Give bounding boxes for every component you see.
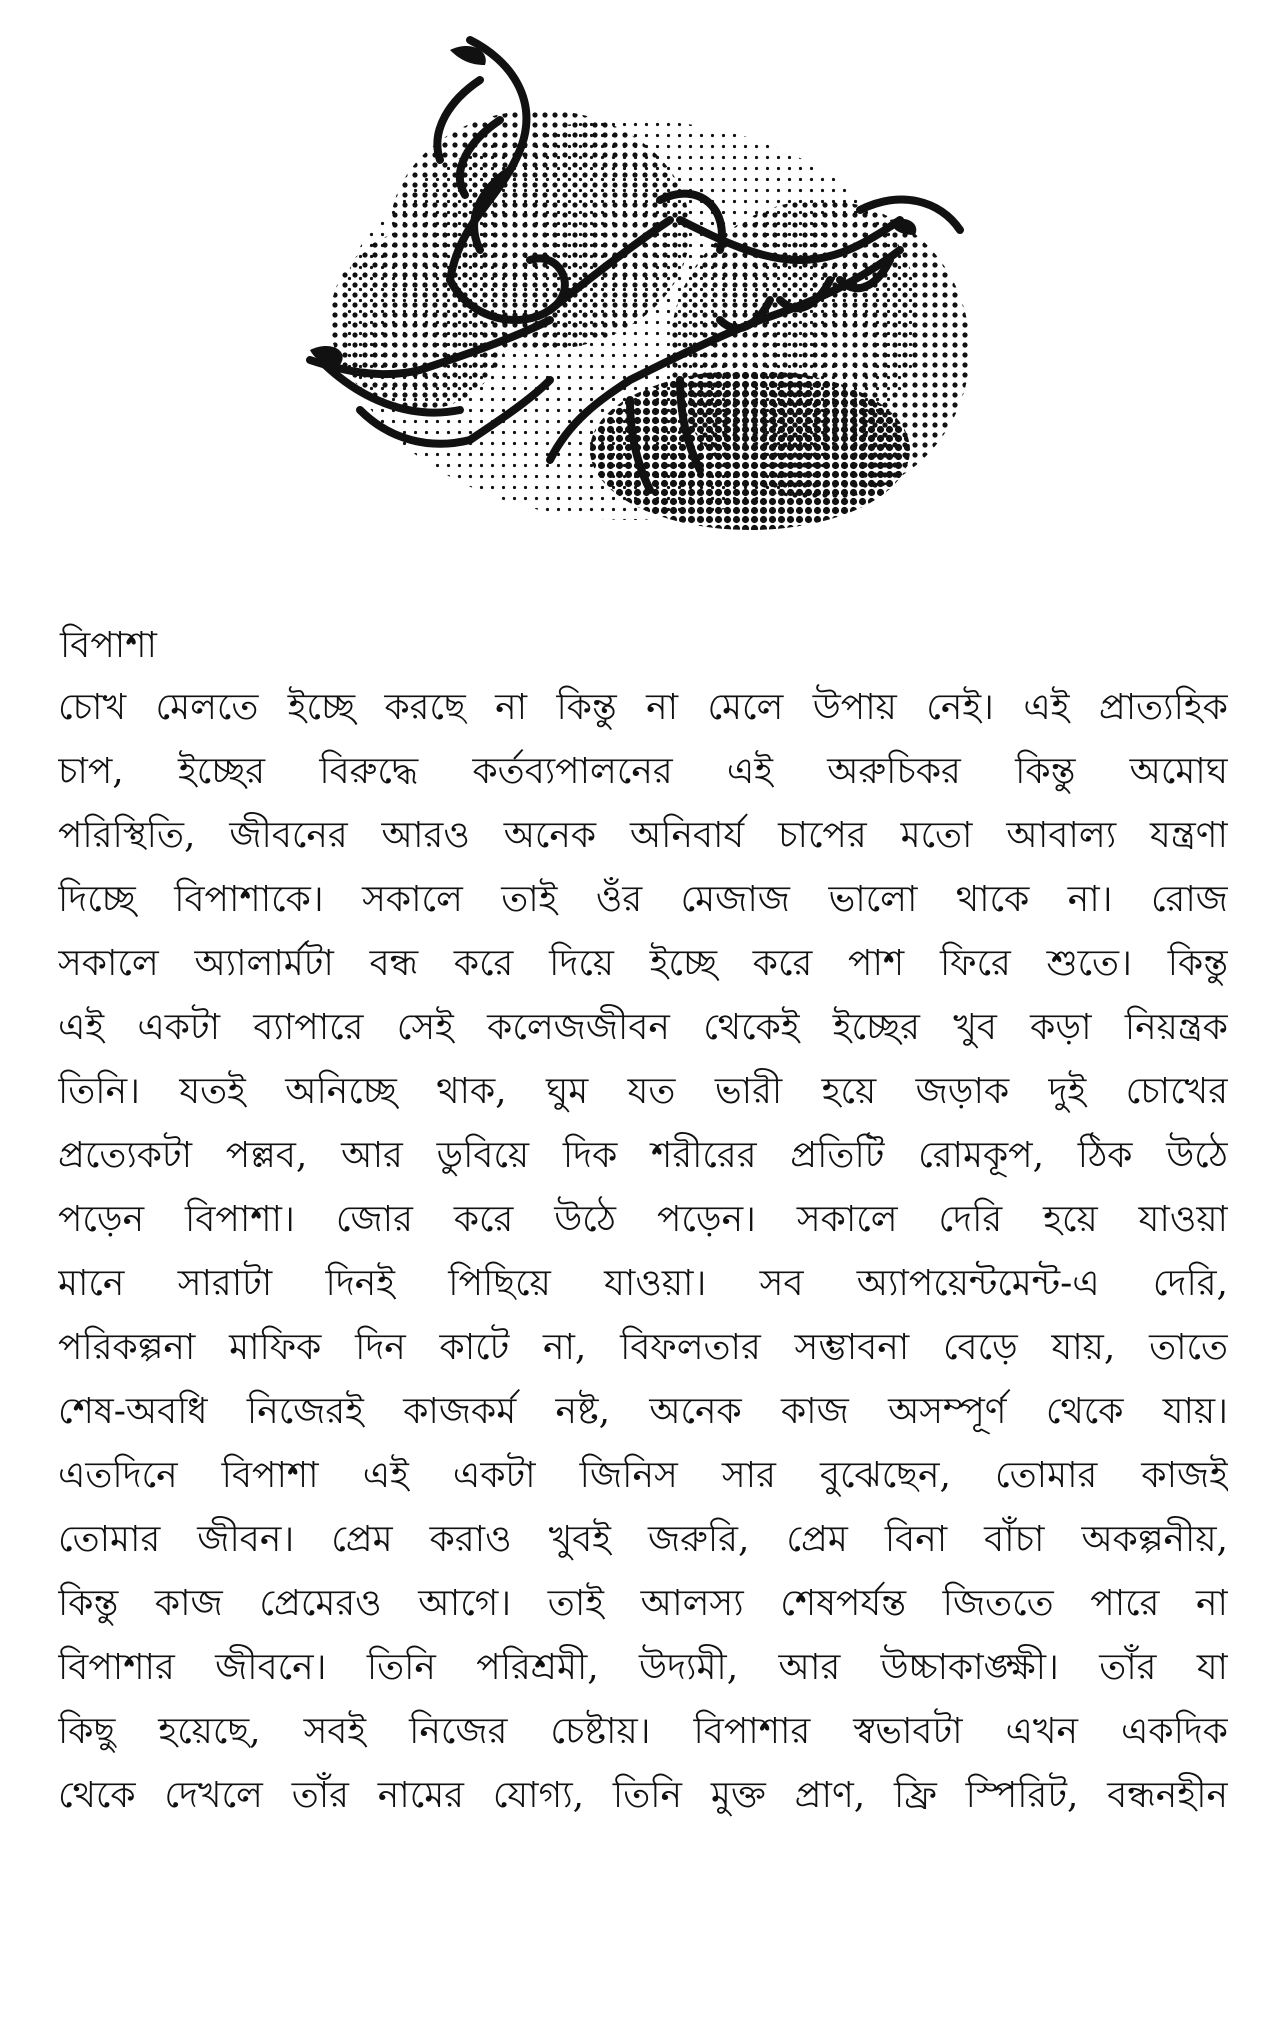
body-line: শেষ-অবধি নিজেরই কাজকর্ম নষ্ট, অনেক কাজ অসম্পূর্ণ থেকে যায়।: [58, 1391, 1228, 1432]
body-line: তোমার জীবন। প্রেম করাও খুবই জরুরি, প্রেম বিনা বাঁচা অকল্পনীয়,: [58, 1519, 1228, 1560]
body-line: মানে সারাটা দিনই পিছিয়ে যাওয়া। সব অ্যাপয়েন্টমেন্ট-এ দেরি,: [58, 1263, 1228, 1304]
body-line: এতদিনে বিপাশা এই একটা জিনিস সার বুঝেছেন, তোমার কাজই: [58, 1455, 1228, 1496]
body-line: থেকে দেখলে তাঁর নামের যোগ্য, তিনি মুক্ত প্রাণ, ফ্রি স্পিরিট, বন্ধনহীন: [58, 1775, 1228, 1816]
body-line: বিপাশার জীবনে। তিনি পরিশ্রমী, উদ্যমী, আর উচ্চাকাঙ্ক্ষী। তাঁর যা: [58, 1647, 1228, 1688]
body-line: পরিকল্পনা মাফিক দিন কাটে না, বিফলতার সম্ভাবনা বেড়ে যায়, তাতে: [58, 1327, 1228, 1368]
body-line: তিনি। যতই অনিচ্ছে থাক, ঘুম যত ভারী হয়ে জড়াক দুই চোখের: [58, 1071, 1228, 1112]
body-line: কিন্তু কাজ প্রেমেরও আগে। তাই আলস্য শেষপর্যন্ত জিততে পারে না: [58, 1583, 1228, 1624]
body-line: চোখ মেলতে ইচ্ছে করছে না কিন্তু না মেলে উপায় নেই। এই প্রাত্যহিক: [58, 687, 1228, 728]
article-heading: বিপাশা: [60, 625, 157, 666]
body-line: পড়েন বিপাশা। জোর করে উঠে পড়েন। সকালে দেরি হয়ে যাওয়া: [58, 1199, 1228, 1240]
body-line: সকালে অ্যালার্মটা বন্ধ করে দিয়ে ইচ্ছে করে পাশ ফিরে শুতে। কিন্তু: [58, 943, 1228, 984]
woodcut-birds-illustration: [300, 20, 1020, 560]
body-line: এই একটা ব্যাপারে সেই কলেজজীবন থেকেই ইচ্ছের খুব কড়া নিয়ন্ত্রক: [58, 1007, 1228, 1048]
body-line: চাপ, ইচ্ছের বিরুদ্ধে কর্তব্যপালনের এই অরুচিকর কিন্তু অমোঘ: [58, 751, 1228, 792]
body-line: কিছু হয়েছে, সবই নিজের চেষ্টায়। বিপাশার স্বভাবটা এখন একদিক: [58, 1711, 1228, 1752]
body-line: পরিস্থিতি, জীবনের আরও অনেক অনিবার্য চাপের মতো আবাল্য যন্ত্রণা: [58, 815, 1228, 856]
body-line: দিচ্ছে বিপাশাকে। সকালে তাই ওঁর মেজাজ ভালো থাকে না। রোজ: [58, 879, 1228, 920]
body-line: প্রত্যেকটা পল্লব, আর ডুবিয়ে দিক শরীরের প্রতিটি রোমকূপ, ঠিক উঠে: [58, 1135, 1228, 1176]
article: [58, 620, 1228, 1828]
